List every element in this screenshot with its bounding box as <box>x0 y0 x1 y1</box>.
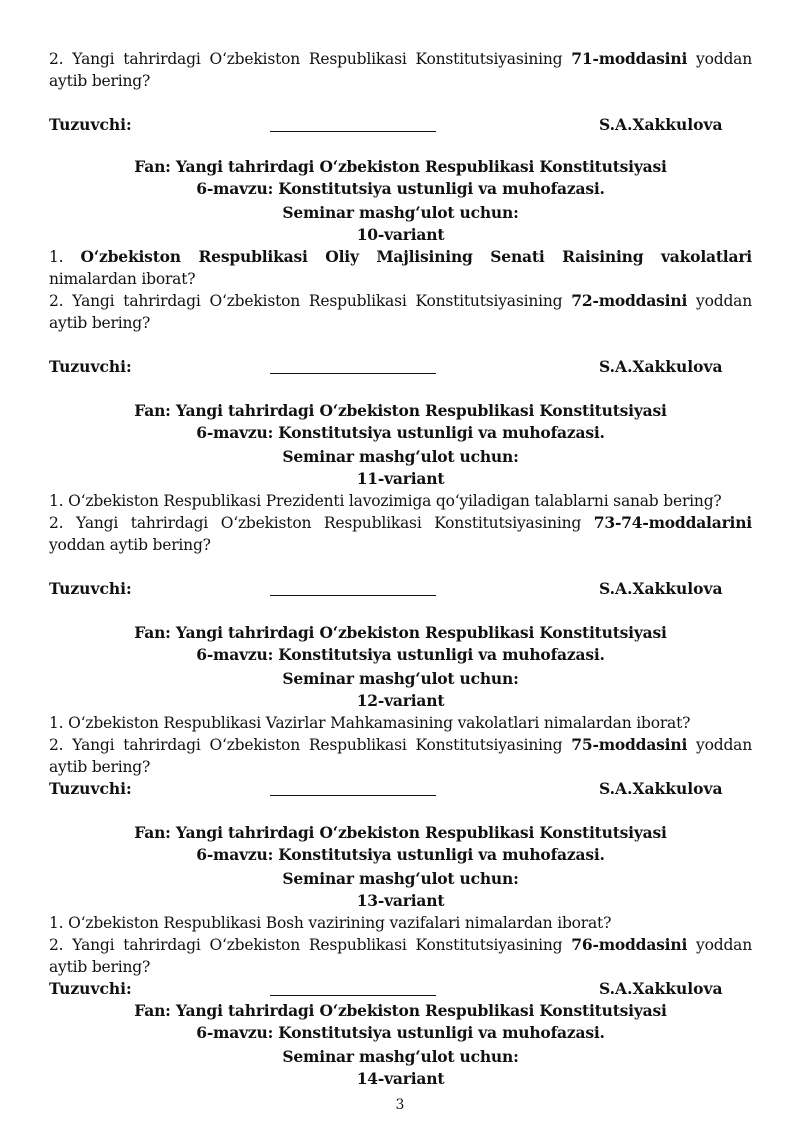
article-reference: 71-moddasini <box>571 49 688 68</box>
signature-line <box>270 373 436 374</box>
topic-title: 6-mavzu: Konstitutsiya ustunligi va muhofazasi. <box>196 845 605 864</box>
compiler-signature-row <box>49 578 752 600</box>
compiler-label: Tuzuvchi: <box>49 579 132 598</box>
compiler-label: Tuzuvchi: <box>49 357 132 376</box>
variant-block <box>49 400 752 600</box>
subject-title: Fan: Yangi tahrirdagi O‘zbekiston Respublikasi Konstitutsiyasi <box>134 623 667 642</box>
compiler-signature-row <box>49 114 752 136</box>
topic-title: 6-mavzu: Konstitutsiya ustunligi va muhofazasi. <box>196 1023 605 1042</box>
article-reference: 73-74-moddalarini <box>593 513 752 532</box>
question-2: 2. Yangi tahrirdagi O‘zbekiston Respublikasi Konstitutsiyasining 73-74-moddalarini yoddan aytib bering? <box>49 513 752 554</box>
compiler-name: S.A.Xakkulova <box>599 979 723 998</box>
article-reference: 75-moddasini <box>571 735 688 754</box>
compiler-signature-row <box>49 778 752 800</box>
page-content <box>49 48 752 1090</box>
compiler-signature-row <box>49 978 752 1000</box>
variant-title: 11-variant <box>356 469 445 488</box>
question-1: 1. O‘zbekiston Respublikasi Vazirlar Mahkamasining vakolatlari nimalardan iborat? <box>49 714 691 732</box>
question-1: 1. O‘zbekiston Respublikasi Oliy Majlisining Senati Raisining vakolatlari nimalardan iborat? <box>49 247 752 288</box>
seminar-title: Seminar mashg‘ulot uchun: <box>282 669 519 688</box>
subject-title: Fan: Yangi tahrirdagi O‘zbekiston Respublikasi Konstitutsiyasi <box>134 157 667 176</box>
seminar-title: Seminar mashg‘ulot uchun: <box>282 869 519 888</box>
variant-title: 13-variant <box>356 891 445 910</box>
topic-title: 6-mavzu: Konstitutsiya ustunligi va muhofazasi. <box>196 423 605 442</box>
signature-line <box>270 795 436 796</box>
compiler-signature-row <box>49 356 752 378</box>
subject-title: Fan: Yangi tahrirdagi O‘zbekiston Respublikasi Konstitutsiyasi <box>134 1001 667 1020</box>
compiler-label: Tuzuvchi: <box>49 979 132 998</box>
question-2: 2. Yangi tahrirdagi O‘zbekiston Respublikasi Konstitutsiyasining 76-moddasini yoddan aytib bering? <box>49 935 752 976</box>
variant-title: 14-variant <box>356 1069 445 1088</box>
compiler-name: S.A.Xakkulova <box>599 579 723 598</box>
question-2-continued: 2. Yangi tahrirdagi O‘zbekiston Respublikasi Konstitutsiyasining 71-moddasini yoddan aytib bering? <box>49 49 752 90</box>
compiler-name: S.A.Xakkulova <box>599 115 723 134</box>
question-1: 1. O‘zbekiston Respublikasi Prezidenti lavozimiga qo‘yiladigan talablarni sanab bering? <box>49 492 722 510</box>
question-2: 2. Yangi tahrirdagi O‘zbekiston Respublikasi Konstitutsiyasining 75-moddasini yoddan aytib bering? <box>49 735 752 776</box>
compiler-label: Tuzuvchi: <box>49 779 132 798</box>
article-reference: 76-moddasini <box>571 935 688 954</box>
subject-title: Fan: Yangi tahrirdagi O‘zbekiston Respublikasi Konstitutsiyasi <box>134 401 667 420</box>
signature-line <box>270 995 436 996</box>
variant-title: 12-variant <box>356 691 445 710</box>
topic-title: 6-mavzu: Konstitutsiya ustunligi va muhofazasi. <box>196 179 605 198</box>
compiler-name: S.A.Xakkulova <box>599 357 723 376</box>
seminar-title: Seminar mashg‘ulot uchun: <box>282 1047 519 1066</box>
question-2: 2. Yangi tahrirdagi O‘zbekiston Respublikasi Konstitutsiyasining 72-moddasini yoddan aytib bering? <box>49 291 752 332</box>
article-reference: 72-moddasini <box>571 291 688 310</box>
variant-block <box>49 1000 752 1090</box>
signature-line <box>270 131 436 132</box>
variant-block <box>49 156 752 378</box>
topic-title: 6-mavzu: Konstitutsiya ustunligi va muhofazasi. <box>196 645 605 664</box>
seminar-title: Seminar mashg‘ulot uchun: <box>282 447 519 466</box>
subject-title: Fan: Yangi tahrirdagi O‘zbekiston Respublikasi Konstitutsiyasi <box>134 823 667 842</box>
variant-block <box>49 622 752 800</box>
compiler-label: Tuzuvchi: <box>49 115 132 134</box>
page-number: 3 <box>395 1097 405 1113</box>
signature-line <box>270 595 436 596</box>
question-1: 1. O‘zbekiston Respublikasi Bosh vazirining vazifalari nimalardan iborat? <box>49 914 612 932</box>
variant-block <box>49 822 752 1000</box>
variant-title: 10-variant <box>356 225 445 244</box>
compiler-name: S.A.Xakkulova <box>599 779 723 798</box>
seminar-title: Seminar mashg‘ulot uchun: <box>282 203 519 222</box>
